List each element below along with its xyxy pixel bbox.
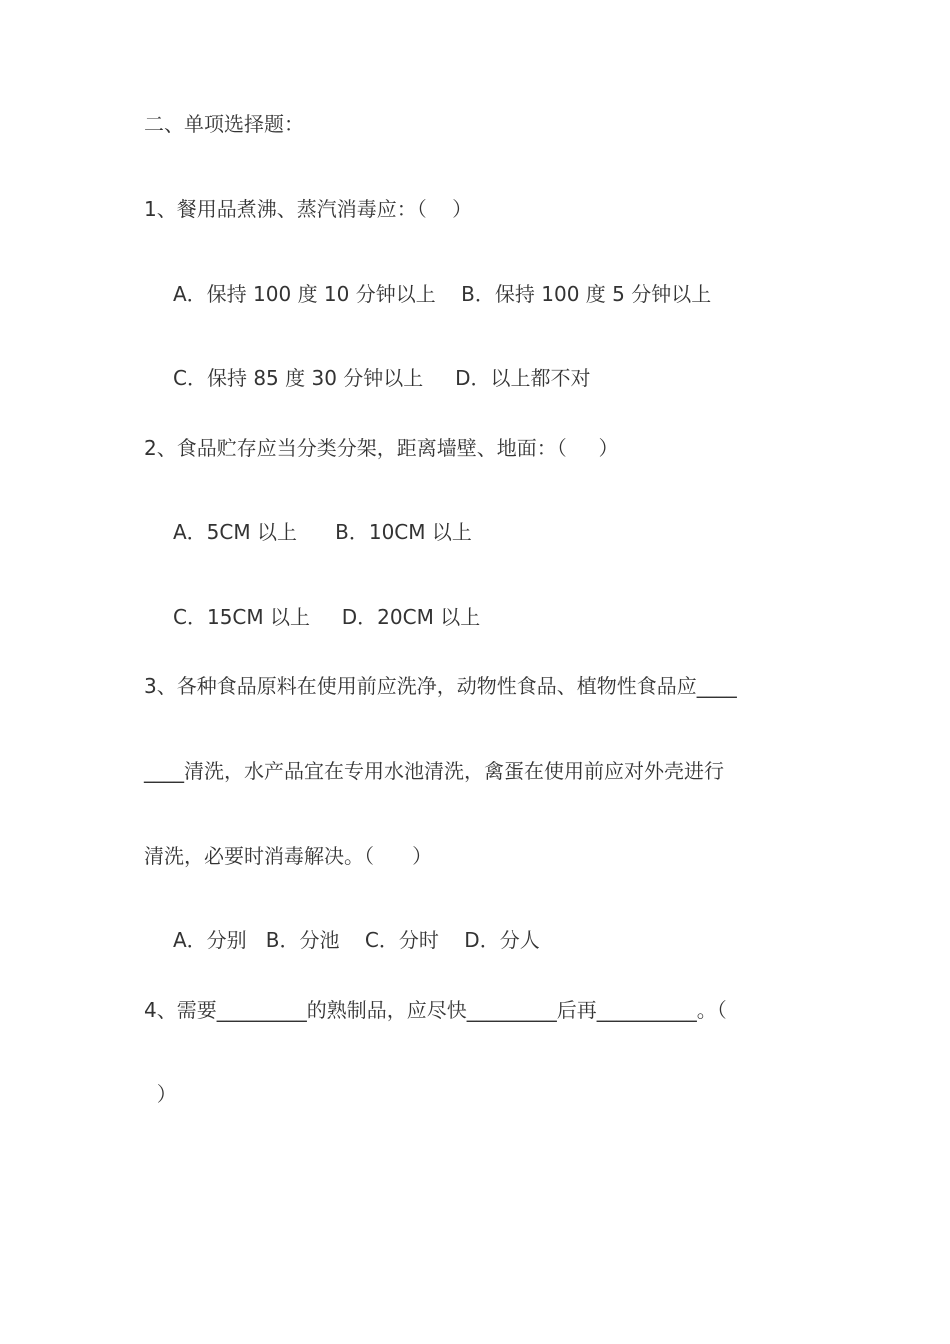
question-2-stem: 2、食品贮存应当分类分架，距离墙壁、地面：（ ） xyxy=(144,436,619,460)
question-1-options-cd: C．保持 85 度 30 分钟以上 D．以上都不对 xyxy=(173,366,591,390)
section-title: 二、单项选择题： xyxy=(144,112,304,136)
question-4-stem-line-2: ） xyxy=(144,1082,177,1106)
question-2-options-ab: A．5CM 以上 B．10CM 以上 xyxy=(173,520,472,544)
question-3-options: A．分别 B．分池 C．分时 D．分人 xyxy=(173,928,540,952)
question-4-stem-line-1: 4、需要_________的熟制品，应尽快_________后再__________。（ xyxy=(144,998,727,1022)
question-1-options-ab: A．保持 100 度 10 分钟以上 B．保持 100 度 5 分钟以上 xyxy=(173,282,712,306)
question-3-stem-line-1: 3、各种食品原料在使用前应洗净，动物性食品、植物性食品应____ xyxy=(144,674,737,698)
question-3-stem-line-3: 清洗，必要时消毒解决。（ ） xyxy=(144,844,433,868)
question-3-stem-line-2: ____清洗，水产品宜在专用水池清洗，禽蛋在使用前应对外壳进行 xyxy=(144,759,724,783)
question-1-stem: 1、餐用品煮沸、蒸汽消毒应：（ ） xyxy=(144,197,473,221)
question-2-options-cd: C．15CM 以上 D．20CM 以上 xyxy=(173,605,481,629)
